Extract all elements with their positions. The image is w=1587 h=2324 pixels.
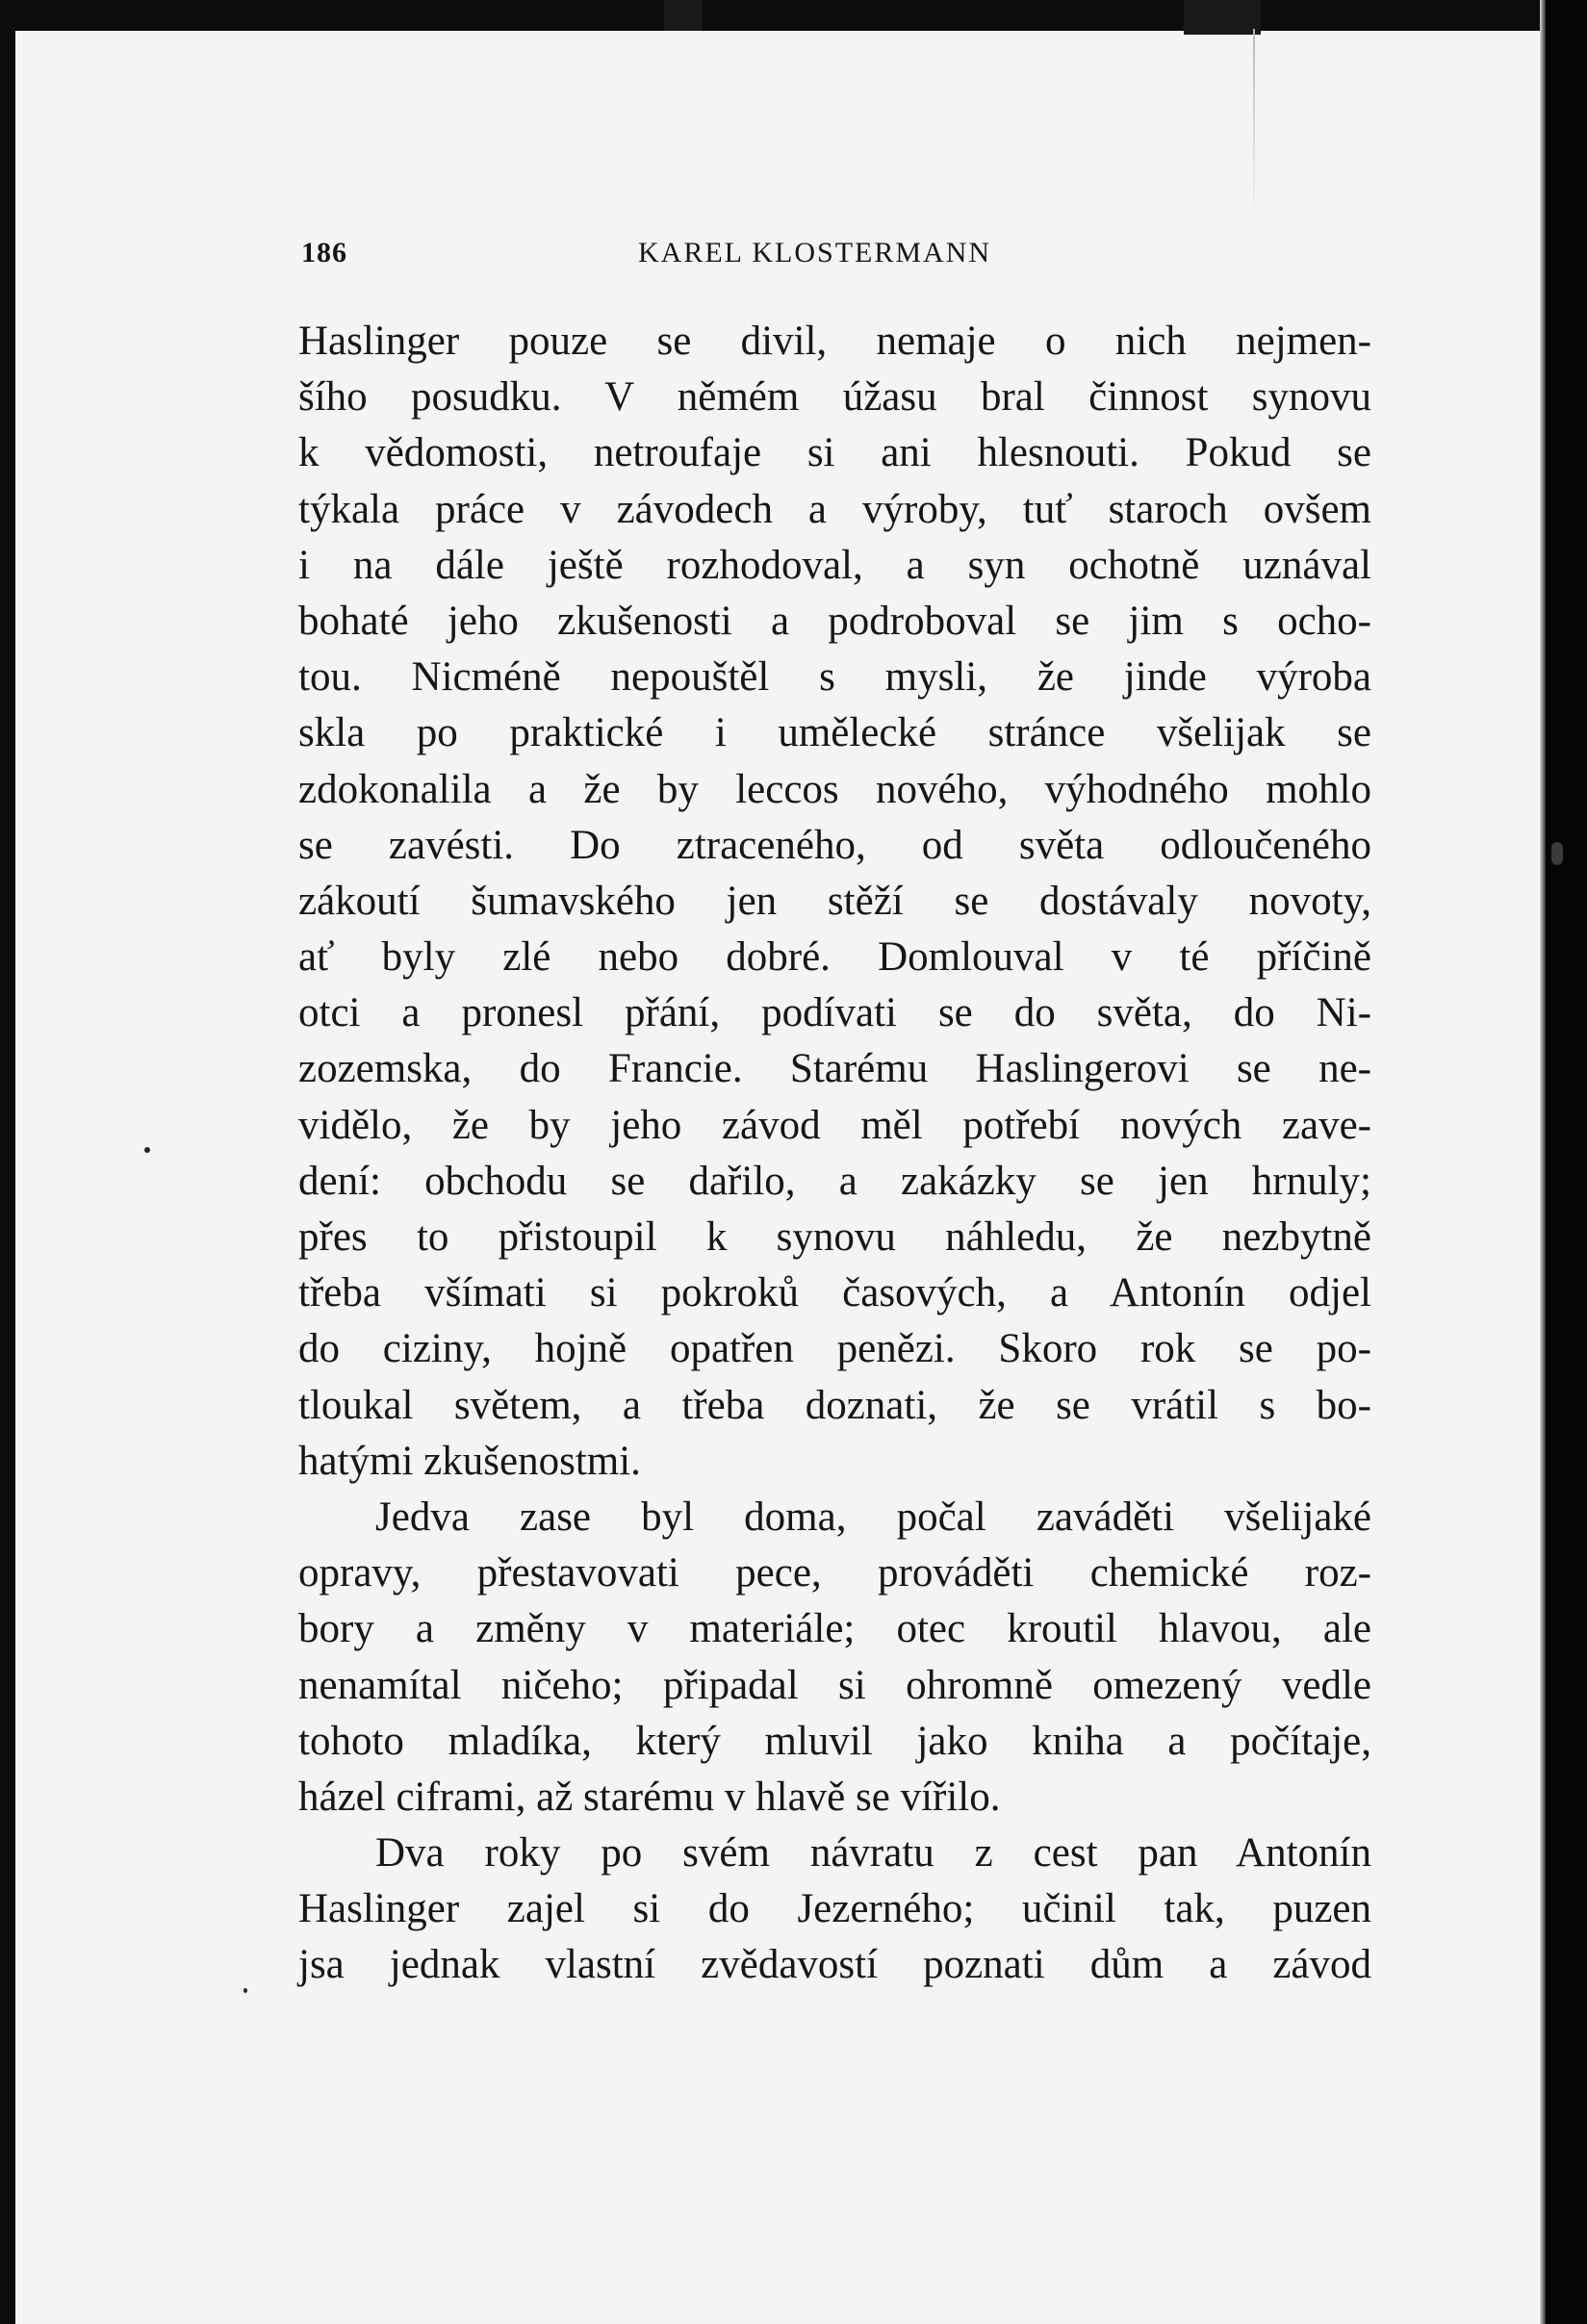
- running-head: [0, 237, 1587, 275]
- text-line: tloukal světem, a třeba doznati, že se vrátil s bo-: [298, 1382, 1371, 1428]
- text-line: zdokonalila a že by leccos nového, výhodného mohlo: [298, 766, 1371, 812]
- text-line: se zavésti. Do ztraceného, od světa odloučeného: [298, 822, 1371, 868]
- text-line: třeba všímati si pokroků časových, a Antonín odjel: [298, 1270, 1371, 1316]
- paragraph: [298, 1826, 1371, 1994]
- text-line: nenamítal ničeho; připadal si ohromně omezený vedle: [298, 1662, 1371, 1708]
- text-line: bohaté jeho zkušenosti a podroboval se jim s ocho-: [298, 598, 1371, 644]
- text-line: tou. Nicméně nepouštěl s mysli, že jinde výroba: [298, 654, 1371, 701]
- text-line: Jedva zase byl doma, počal zaváděti všelijaké: [375, 1494, 1371, 1540]
- paragraph: [298, 314, 1371, 1490]
- body-text: [298, 314, 1371, 1994]
- scan-artifact-top-right: [1184, 0, 1261, 35]
- text-line: otci a pronesl přání, podívati se do světa, do Ni-: [298, 990, 1371, 1036]
- text-line: zozemska, do Francie. Starému Haslingerovi se ne-: [298, 1046, 1371, 1092]
- text-line: bory a změny v materiále; otec kroutil hlavou, ale: [298, 1606, 1371, 1652]
- text-line: jsa jednak vlastní zvědavostí poznati dům a závod: [298, 1942, 1371, 1988]
- text-line: do ciziny, hojně opatřen penězi. Skoro rok se po-: [298, 1326, 1371, 1372]
- running-head-title: KAREL KLOSTERMANN: [638, 237, 992, 268]
- text-line: zákoutí šumavského jen stěží se dostávaly novoty,: [298, 878, 1371, 924]
- text-line: ať byly zlé nebo dobré. Domlouval v té příčině: [298, 934, 1371, 981]
- scan-artifact-top: [664, 0, 703, 31]
- text-line: vidělo, že by jeho závod měl potřebí nových zave-: [298, 1102, 1371, 1148]
- text-line: Haslinger zajel si do Jezerného; učinil tak, puzen: [298, 1886, 1371, 1932]
- text-line: Dva roky po svém návratu z cest pan Antonín: [375, 1830, 1371, 1877]
- text-line: tohoto mladíka, který mluvil jako kniha a počítaje,: [298, 1718, 1371, 1764]
- scanner-border-right: [1546, 0, 1587, 2324]
- text-line: Haslinger pouze se divil, nemaje o nich nejmen-: [298, 319, 1371, 364]
- text-line: týkala práce v závodech a výroby, tuť staroch ovšem: [298, 486, 1371, 532]
- text-line: házel ciframi, až starému v hlavě se vířilo.: [298, 1774, 1001, 1820]
- text-line: přes to přistoupil k synovu náhledu, že nezbytně: [298, 1214, 1371, 1260]
- text-line: dení: obchodu se dařilo, a zakázky se jen hrnuly;: [298, 1158, 1371, 1204]
- text-line: opravy, přestavovati pece, prováděti chemické roz-: [298, 1550, 1371, 1596]
- page-number: 186: [301, 237, 347, 268]
- paper-crease: [1253, 29, 1255, 221]
- text-line: šího posudku. V němém úžasu bral činnost synovu: [298, 374, 1371, 421]
- dust-speck: [243, 1988, 247, 1993]
- dust-speck: [144, 1147, 150, 1153]
- text-line: k vědomosti, netroufaje si ani hlesnouti. Pokud se: [298, 430, 1371, 476]
- text-line: skla po praktické i umělecké stránce všelijak se: [298, 710, 1371, 756]
- text-line: hatými zkušenostmi.: [298, 1438, 641, 1484]
- paragraph: [298, 1490, 1371, 1826]
- binding-mark: [1551, 842, 1563, 865]
- text-line: i na dále ještě rozhodoval, a syn ochotně uznával: [298, 542, 1371, 588]
